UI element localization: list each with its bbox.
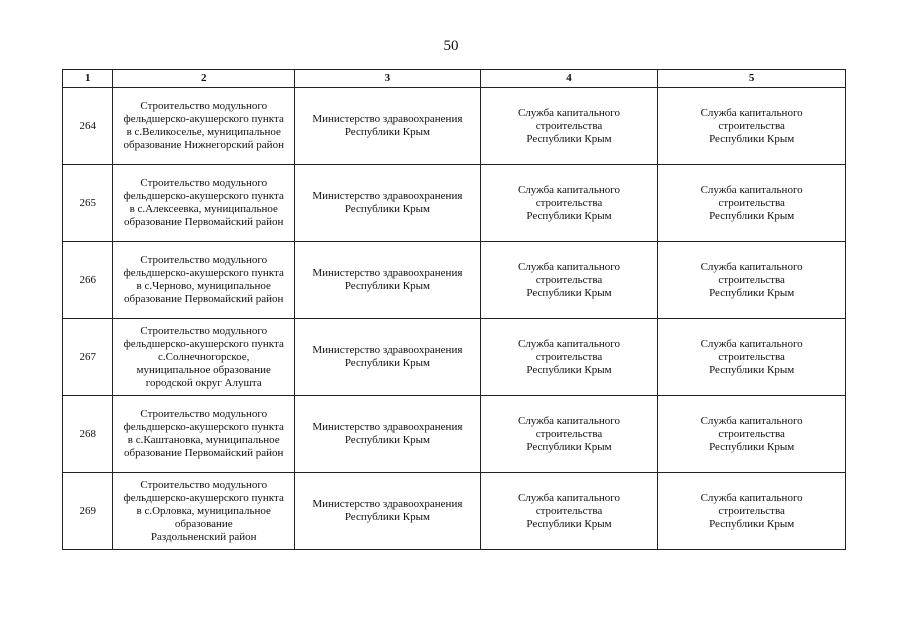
developer-text: Служба капитального строительства Республики Крым [517,414,621,453]
developer-cell [480,396,658,473]
contractor-cell [658,396,846,473]
customer-cell [295,396,481,473]
row-number-text: 266 [79,273,96,286]
header-row [63,70,846,88]
column-header-4: 4 [480,70,658,88]
contractor-text: Служба капитального строительства Республики Крым [700,491,803,530]
developer-cell [480,165,658,242]
customer-text: Министерство здравоохранения Республики Крым [312,421,463,446]
column-header-3: 3 [295,70,481,88]
contractor-text: Служба капитального строительства Республики Крым [700,260,803,299]
contractor-cell [658,473,846,550]
object-text: Строительство модульного фельдшерско-акушерского пункта в с.Черново, муниципальное образование Первомайский район [123,254,284,305]
row-number-text: 268 [79,427,96,440]
table-row [63,165,846,242]
column-header-2: 2 [113,70,295,88]
object-text: Строительство модульного фельдшерско-акушерского пункта в с.Великоселье, муниципальное образование Нижнегорский район [123,100,284,151]
customer-cell [295,319,481,396]
table-row [63,473,846,550]
row-number-text: 265 [79,196,96,209]
developer-cell [480,319,658,396]
contractor-text: Служба капитального строительства Республики Крым [700,414,803,453]
developer-text: Служба капитального строительства Республики Крым [517,337,621,376]
row-number [63,242,113,319]
column-header-5: 5 [658,70,846,88]
contractor-text: Служба капитального строительства Республики Крым [700,106,803,145]
customer-text: Министерство здравоохранения Республики Крым [312,267,463,292]
row-number [63,473,113,550]
row-number [63,165,113,242]
row-number [63,88,113,165]
object-text: Строительство модульного фельдшерско-акушерского пункта в с.Орловка, муниципальное образование Раздольненский район [123,478,284,543]
table-row [63,88,846,165]
row-number [63,396,113,473]
contractor-cell [658,319,846,396]
row-number-text: 267 [79,350,96,363]
customer-text: Министерство здравоохранения Республики Крым [312,344,463,369]
customer-text: Министерство здравоохранения Республики Крым [312,113,463,138]
developer-cell [480,473,658,550]
object-cell [113,319,295,396]
customer-cell [295,242,481,319]
developer-cell [480,88,658,165]
customer-cell [295,473,481,550]
row-number-text: 264 [79,119,96,132]
object-cell [113,88,295,165]
table-row [63,319,846,396]
contractor-cell [658,165,846,242]
object-text: Строительство модульного фельдшерско-акушерского пункта в с.Каштановка, муниципальное образование Первомайский район [123,408,284,459]
contractor-text: Служба капитального строительства Республики Крым [700,337,803,376]
developer-text: Служба капитального строительства Республики Крым [517,491,621,530]
object-cell [113,396,295,473]
table-row [63,242,846,319]
column-header-1: 1 [63,70,113,88]
customer-cell [295,165,481,242]
document-table [62,69,846,550]
contractor-cell [658,242,846,319]
page-number: 50 [443,38,459,54]
object-cell [113,165,295,242]
object-cell [113,473,295,550]
contractor-text: Служба капитального строительства Республики Крым [700,183,803,222]
table-row [63,396,846,473]
object-text: Строительство модульного фельдшерско-акушерского пункта с.Солнечногорское, муниципальное образование городской округ Алушта [123,324,284,389]
developer-text: Служба капитального строительства Республики Крым [517,260,621,299]
customer-text: Министерство здравоохранения Республики Крым [312,190,463,215]
object-cell [113,242,295,319]
object-text: Строительство модульного фельдшерско-акушерского пункта в с.Алексеевка, муниципальное образование Первомайский район [123,177,284,228]
developer-text: Служба капитального строительства Республики Крым [517,183,621,222]
developer-cell [480,242,658,319]
developer-text: Служба капитального строительства Республики Крым [517,106,621,145]
contractor-cell [658,88,846,165]
customer-text: Министерство здравоохранения Республики Крым [312,498,463,523]
row-number [63,319,113,396]
row-number-text: 269 [79,504,96,517]
customer-cell [295,88,481,165]
